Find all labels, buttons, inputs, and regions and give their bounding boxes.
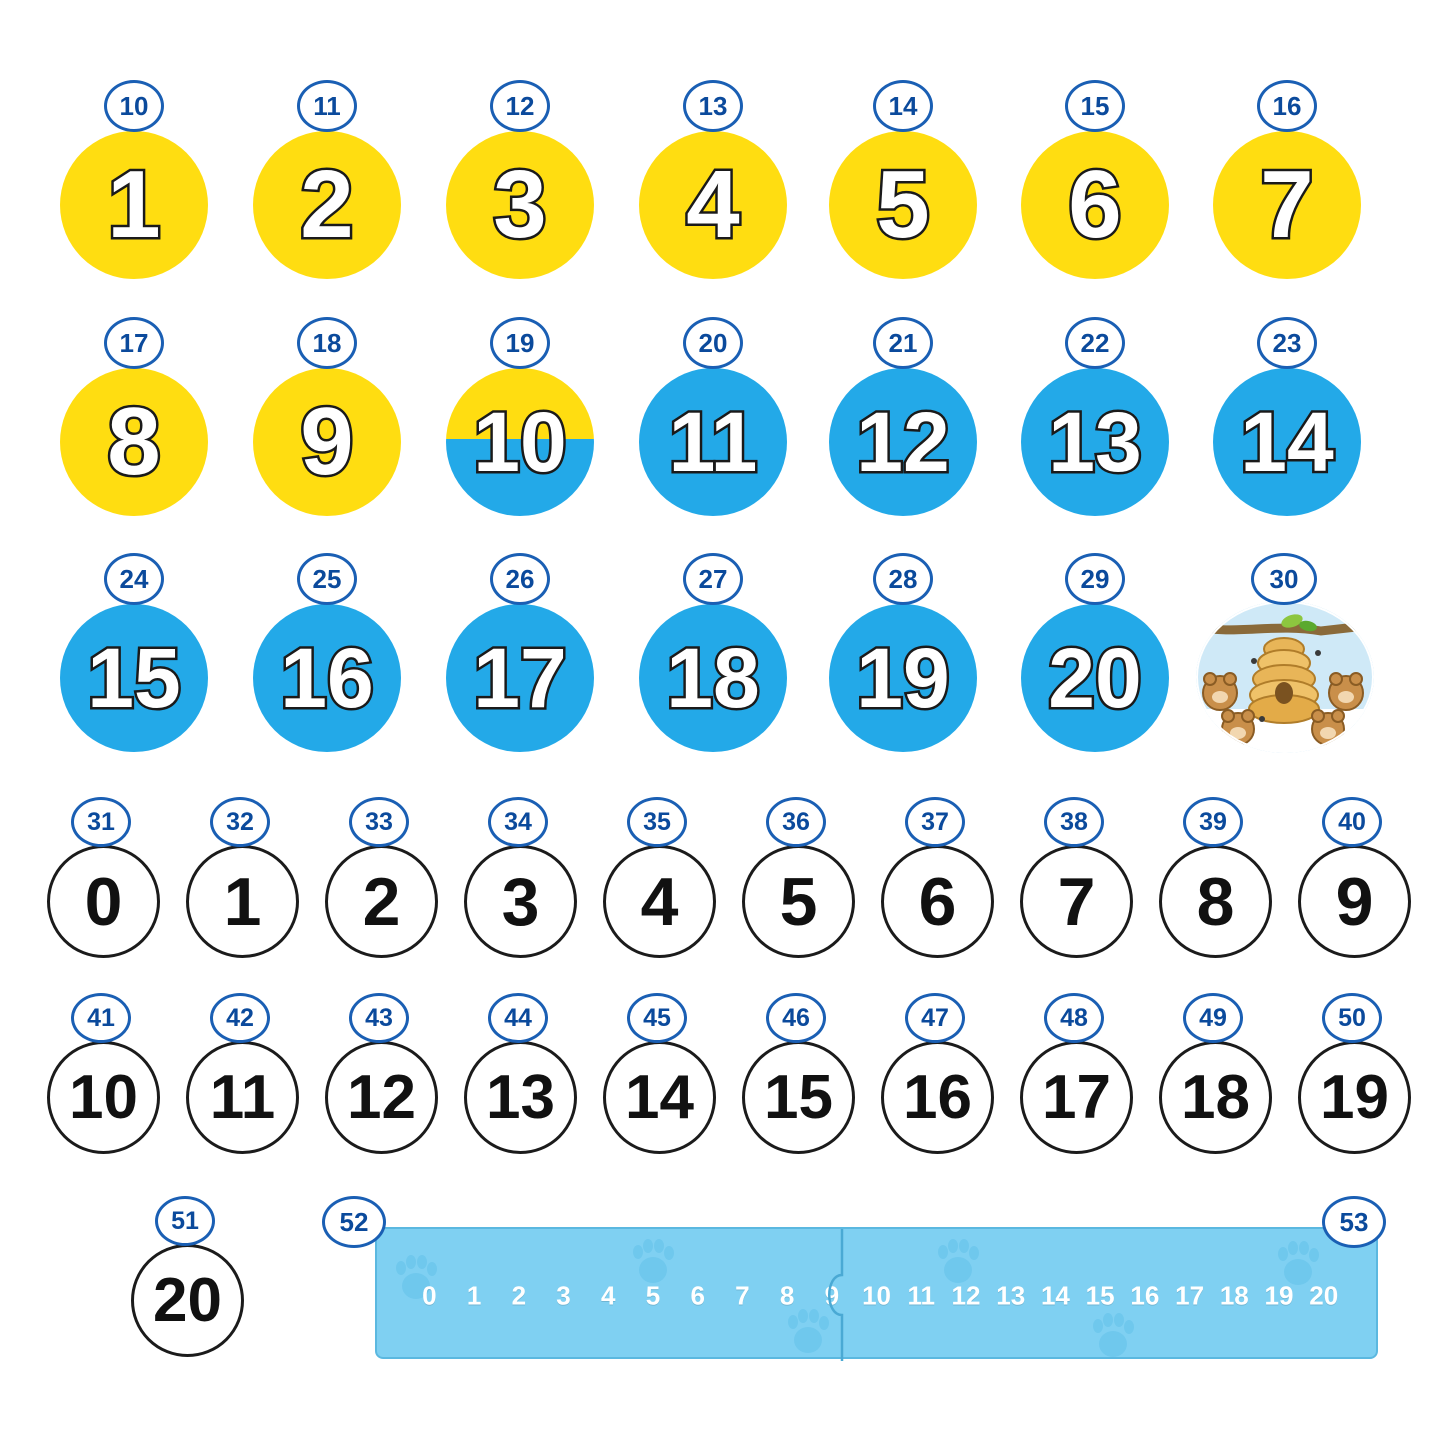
piece-tag-38 (1044, 797, 1104, 847)
number-line-label: 5 (645, 1280, 661, 1311)
piece-tag-50 (1322, 993, 1382, 1043)
piece-value: 3 (501, 863, 540, 940)
piece-outline-6[interactable] (881, 845, 994, 958)
piece-yellow-9[interactable] (253, 368, 401, 516)
piece-value: 4 (640, 863, 679, 940)
tag-label: 23 (1272, 327, 1302, 358)
piece-tag-27 (683, 553, 743, 605)
number-line-strip[interactable] (375, 1227, 1378, 1359)
piece-value: 13 (486, 1063, 555, 1132)
piece-yellow-6[interactable] (1021, 131, 1169, 279)
piece-yellow-2[interactable] (253, 131, 401, 279)
tag-label: 22 (1080, 327, 1110, 358)
piece-tag-15 (1065, 80, 1125, 132)
number-line-label: 12 (951, 1280, 981, 1311)
piece-value: 9 (300, 388, 354, 495)
tag-label: 47 (921, 1003, 949, 1032)
piece-outline-4[interactable] (603, 845, 716, 958)
tag-label: 10 (119, 90, 149, 121)
piece-outline-5[interactable] (742, 845, 855, 958)
tag-label: 11 (313, 90, 341, 121)
piece-tag-49 (1183, 993, 1243, 1043)
number-line-label: 0 (422, 1280, 437, 1311)
piece-outline-12[interactable] (325, 1041, 438, 1154)
piece-value: 19 (856, 631, 950, 725)
number-line-label: 17 (1175, 1280, 1205, 1311)
tag-label: 37 (921, 807, 949, 836)
tag-label: 29 (1080, 563, 1110, 594)
piece-tag-48 (1044, 993, 1104, 1043)
piece-tag-23 (1257, 317, 1317, 369)
tag-label: 46 (782, 1003, 810, 1032)
piece-blue-13[interactable] (1021, 368, 1169, 516)
piece-outline-2[interactable] (325, 845, 438, 958)
number-line-label: 1 (466, 1280, 482, 1311)
number-line-label: 3 (556, 1280, 571, 1311)
beehive-illustration (1196, 601, 1374, 753)
piece-blue-14[interactable] (1213, 368, 1361, 516)
piece-outline-19[interactable] (1298, 1041, 1411, 1154)
piece-value: 16 (280, 631, 374, 725)
piece-tag-43 (349, 993, 409, 1043)
tag-label: 36 (782, 807, 810, 836)
piece-value: 11 (209, 1063, 276, 1132)
tag-label: 24 (119, 563, 149, 594)
number-line-label: 14 (1040, 1280, 1070, 1311)
piece-value: 20 (1048, 631, 1142, 725)
tag-label: 17 (119, 327, 149, 358)
paw-print-icon (1092, 1311, 1134, 1361)
piece-outline-1[interactable] (186, 845, 299, 958)
piece-tag-13 (683, 80, 743, 132)
piece-tag-39 (1183, 797, 1243, 847)
tag-label: 27 (698, 563, 728, 594)
piece-outline-13[interactable] (464, 1041, 577, 1154)
piece-tag-11 (297, 80, 357, 132)
jigsaw-notch (817, 1229, 867, 1361)
piece-tag-36 (766, 797, 826, 847)
piece-value: 2 (300, 151, 354, 258)
number-line-label: 6 (690, 1280, 705, 1311)
piece-tag-31 (71, 797, 131, 847)
piece-blue-15[interactable] (60, 604, 208, 752)
piece-tag-26 (490, 553, 550, 605)
piece-outline-0[interactable] (47, 845, 160, 958)
number-line-label: 13 (996, 1280, 1026, 1311)
piece-blue-12[interactable] (829, 368, 977, 516)
piece-blue-18[interactable] (639, 604, 787, 752)
piece-tag-34 (488, 797, 548, 847)
piece-tag-37 (905, 797, 965, 847)
beehive-picture-piece[interactable] (1196, 601, 1374, 753)
tag-label: 12 (505, 90, 535, 121)
number-line-tag-52 (322, 1196, 386, 1248)
piece-tag-45 (627, 993, 687, 1043)
piece-value: 17 (1042, 1063, 1111, 1132)
number-line-tag-53 (1322, 1196, 1386, 1248)
piece-tag-19 (490, 317, 550, 369)
piece-yellow-1[interactable] (60, 131, 208, 279)
piece-value: 14 (1240, 395, 1334, 489)
piece-tag-40 (1322, 797, 1382, 847)
piece-tag-10 (104, 80, 164, 132)
piece-value: 10 (473, 395, 567, 489)
piece-tag-14 (873, 80, 933, 132)
piece-blue-19[interactable] (829, 604, 977, 752)
piece-value: 4 (686, 151, 740, 258)
tag-label: 19 (505, 327, 535, 358)
piece-tag-30 (1251, 553, 1317, 605)
piece-outline-16[interactable] (881, 1041, 994, 1154)
piece-yellow-5[interactable] (829, 131, 977, 279)
piece-value: 1 (107, 151, 161, 258)
piece-tag-46 (766, 993, 826, 1043)
piece-blue-17[interactable] (446, 604, 594, 752)
tag-label: 15 (1080, 90, 1110, 121)
tag-label: 30 (1269, 563, 1299, 594)
tag-label: 14 (888, 90, 918, 121)
piece-tag-32 (210, 797, 270, 847)
piece-tag-17 (104, 317, 164, 369)
tag-label: 13 (698, 90, 728, 121)
tag-label: 20 (698, 327, 728, 358)
piece-tag-29 (1065, 553, 1125, 605)
tag-label: 21 (888, 327, 918, 358)
tag-label: 25 (312, 563, 342, 594)
piece-blue-20[interactable] (1021, 604, 1169, 752)
piece-tag-20 (683, 317, 743, 369)
number-line-label: 2 (511, 1280, 527, 1311)
piece-value: 5 (779, 863, 818, 940)
piece-value: 12 (347, 1063, 416, 1132)
piece-tag-33 (349, 797, 409, 847)
piece-value: 19 (1320, 1063, 1389, 1132)
number-line-label: 11 (907, 1280, 936, 1311)
piece-tag-25 (297, 553, 357, 605)
tag-label: 33 (365, 807, 393, 836)
tag-label: 40 (1338, 807, 1366, 836)
number-line-label: 10 (862, 1280, 891, 1311)
tag-label: 26 (505, 563, 535, 594)
piece-outline-17[interactable] (1020, 1041, 1133, 1154)
piece-value: 20 (153, 1266, 222, 1335)
piece-outline-3[interactable] (464, 845, 577, 958)
piece-value: 6 (1068, 151, 1122, 258)
tag-label: 50 (1338, 1003, 1366, 1032)
tag-label: 35 (643, 807, 671, 836)
piece-value: 18 (1181, 1063, 1250, 1132)
piece-blue-16[interactable] (253, 604, 401, 752)
piece-value: 11 (668, 395, 758, 489)
piece-outline-8[interactable] (1159, 845, 1272, 958)
piece-yellow-3[interactable] (446, 131, 594, 279)
number-line-label: 15 (1085, 1280, 1115, 1311)
number-line-label: 8 (779, 1280, 795, 1311)
piece-value: 3 (493, 151, 547, 258)
piece-value: 7 (1057, 863, 1096, 940)
piece-tag-18 (297, 317, 357, 369)
piece-outline-10[interactable] (47, 1041, 160, 1154)
piece-split-10[interactable] (446, 368, 594, 516)
tag-label: 49 (1199, 1003, 1227, 1032)
piece-value: 15 (764, 1063, 833, 1132)
tag-label: 52 (339, 1206, 369, 1237)
piece-value: 8 (1196, 863, 1235, 940)
tag-label: 41 (87, 1003, 115, 1032)
tag-label: 44 (504, 1003, 532, 1032)
piece-value: 12 (856, 395, 950, 489)
piece-tag-44 (488, 993, 548, 1043)
tag-label: 43 (365, 1003, 393, 1032)
piece-yellow-8[interactable] (60, 368, 208, 516)
piece-tag-22 (1065, 317, 1125, 369)
piece-value: 9 (1335, 863, 1374, 940)
piece-value: 7 (1260, 151, 1314, 258)
piece-tag-21 (873, 317, 933, 369)
piece-tag-35 (627, 797, 687, 847)
number-line-label: 9 (824, 1280, 840, 1311)
piece-value: 17 (473, 631, 567, 725)
number-line-label: 18 (1219, 1280, 1249, 1311)
piece-outline-14[interactable] (603, 1041, 716, 1154)
tag-label: 31 (87, 807, 115, 836)
piece-outline-11[interactable] (186, 1041, 299, 1154)
tag-label: 38 (1060, 807, 1088, 836)
piece-outline-9[interactable] (1298, 845, 1411, 958)
number-line-label: 19 (1264, 1280, 1294, 1311)
piece-outline-7[interactable] (1020, 845, 1133, 958)
piece-tag-47 (905, 993, 965, 1043)
piece-yellow-4[interactable] (639, 131, 787, 279)
piece-outline-15[interactable] (742, 1041, 855, 1154)
number-line-label: 7 (735, 1280, 750, 1311)
piece-tag-24 (104, 553, 164, 605)
piece-value: 2 (362, 863, 401, 940)
number-line-label: 16 (1130, 1280, 1160, 1311)
piece-value: 0 (84, 863, 123, 940)
piece-value: 13 (1048, 395, 1142, 489)
number-line-label: 20 (1309, 1280, 1339, 1311)
piece-value: 1 (223, 863, 262, 940)
piece-tag-12 (490, 80, 550, 132)
tag-label: 42 (226, 1003, 254, 1032)
piece-value: 6 (918, 863, 957, 940)
tag-label: 39 (1199, 807, 1227, 836)
tag-label: 32 (226, 807, 254, 836)
piece-tag-16 (1257, 80, 1317, 132)
piece-tag-42 (210, 993, 270, 1043)
piece-value: 10 (69, 1063, 138, 1132)
piece-yellow-7[interactable] (1213, 131, 1361, 279)
tag-label: 51 (171, 1206, 199, 1235)
piece-value: 15 (87, 631, 181, 725)
tag-label: 45 (643, 1003, 671, 1032)
tag-label: 34 (504, 807, 532, 836)
tag-label: 53 (1339, 1206, 1369, 1237)
tag-label: 16 (1272, 90, 1302, 121)
piece-blue-11[interactable] (639, 368, 787, 516)
piece-value: 5 (876, 151, 930, 258)
piece-outline-20[interactable] (131, 1244, 244, 1357)
piece-tag-51 (155, 1196, 215, 1246)
number-line-labels (377, 1280, 1376, 1311)
number-line-label: 4 (601, 1280, 616, 1311)
tag-label: 28 (888, 563, 918, 594)
tag-label: 48 (1060, 1003, 1088, 1032)
tag-label: 18 (312, 327, 342, 358)
piece-tag-28 (873, 553, 933, 605)
piece-value: 18 (666, 631, 760, 725)
piece-tag-41 (71, 993, 131, 1043)
piece-outline-18[interactable] (1159, 1041, 1272, 1154)
piece-value: 8 (107, 388, 161, 495)
piece-value: 16 (903, 1063, 972, 1132)
piece-value: 14 (625, 1063, 694, 1132)
